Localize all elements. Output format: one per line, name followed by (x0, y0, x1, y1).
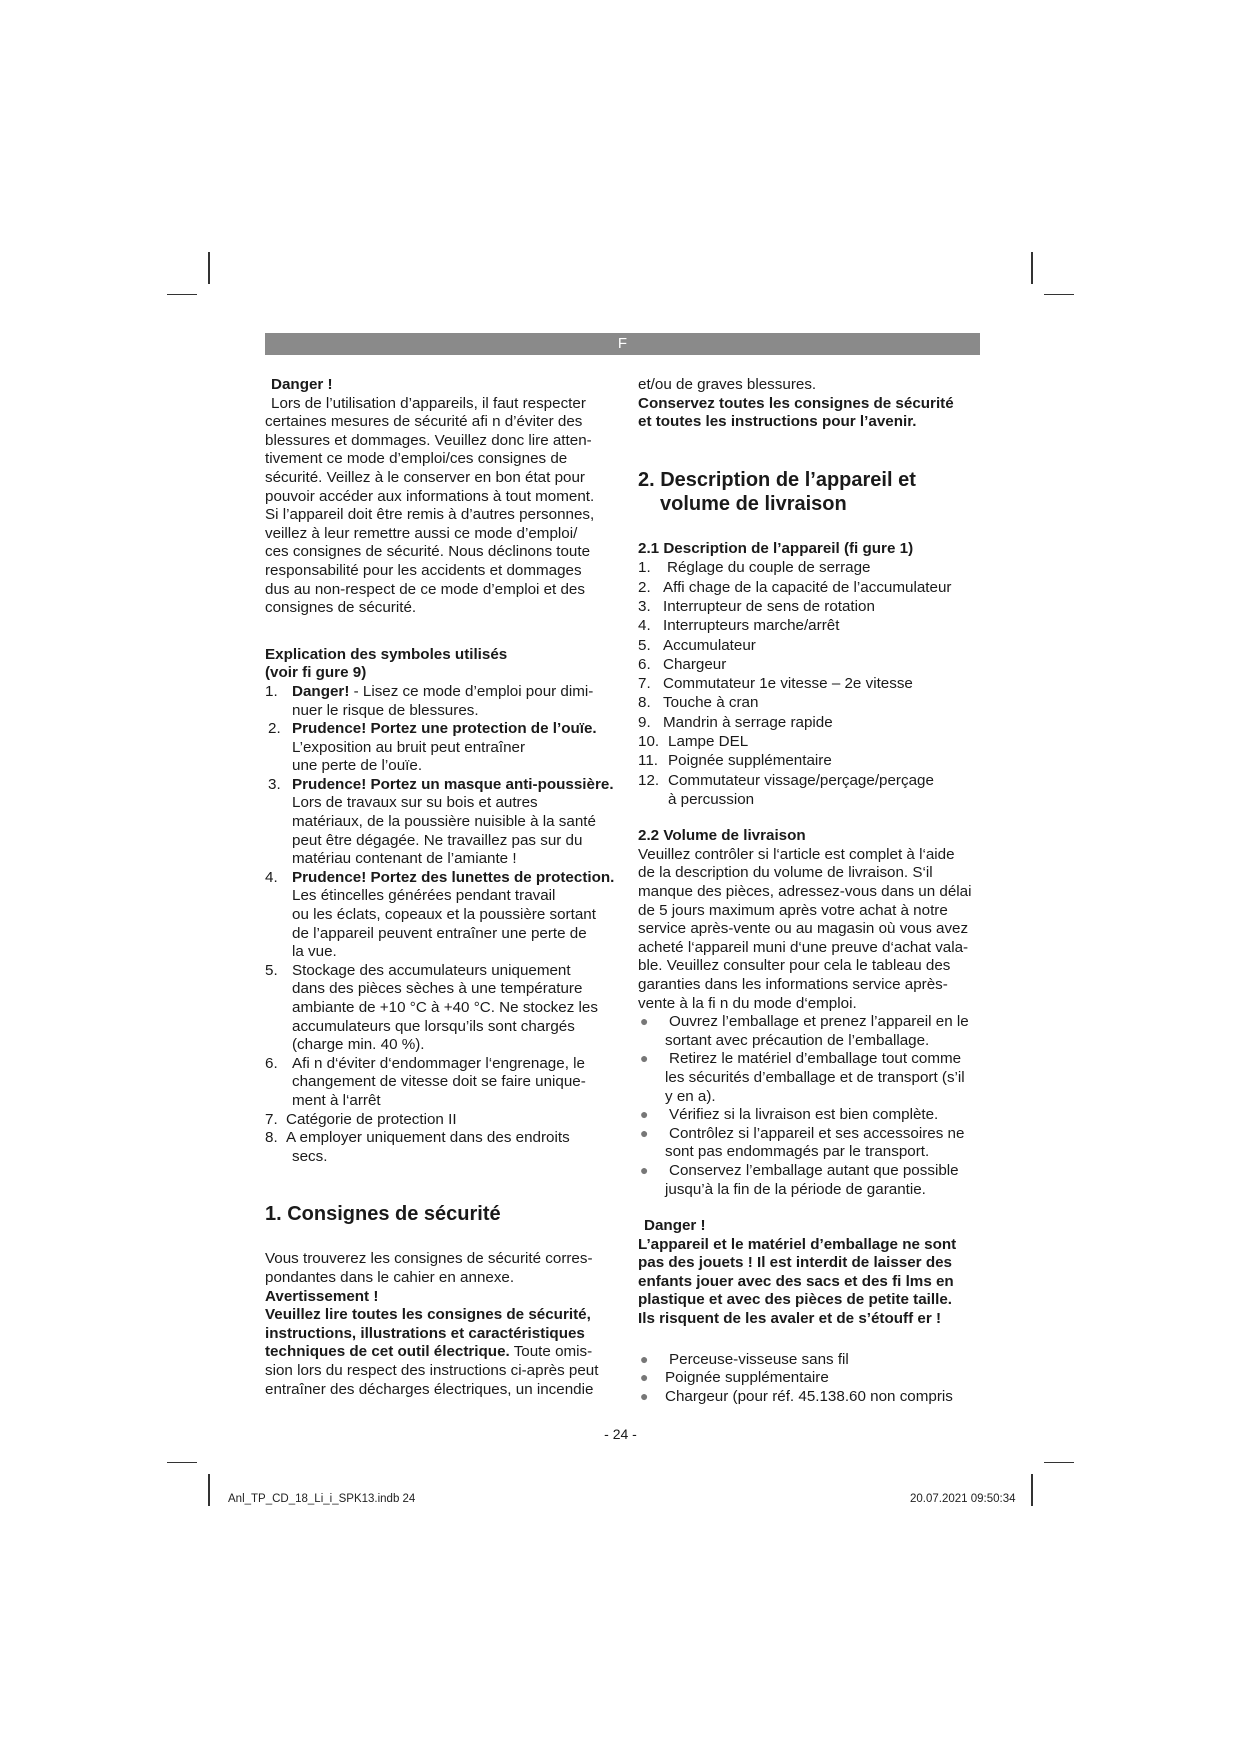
danger-label: Danger ! (644, 1217, 706, 1235)
item-bold: Prudence! Portez une protection de l’ouïe. (292, 720, 597, 738)
item-number: 1. (638, 559, 651, 577)
item-text: accumulateurs que lorsqu’ils sont chargés (292, 1017, 575, 1035)
text-line: entraîner des décharges électriques, un incendie (265, 1380, 594, 1398)
item-text: - Lisez ce mode d’emploi pour dimi- (349, 682, 594, 700)
text-line (265, 1343, 617, 1362)
text-line: pas des jouets ! Il est interdit de laisser des (638, 1254, 952, 1272)
item-text: Interrupteurs marche/arrêt (663, 617, 840, 635)
list-item (638, 578, 983, 597)
bullet-icon: ● (640, 1013, 649, 1030)
item-text: Affi chage de la capacité de l’accumulateur (663, 578, 952, 596)
item-number: 2. (638, 578, 651, 596)
warning-label: Avertissement ! (265, 1287, 379, 1305)
list-item (638, 1369, 983, 1388)
item-text: secs. (292, 1147, 328, 1165)
item-text: Poignée supplémentaire (668, 752, 832, 770)
item-number: 5. (638, 636, 651, 654)
item-number: 1. (265, 682, 278, 700)
danger-paragraph (638, 1236, 983, 1329)
item-text: Perceuse-visseuse sans fil (669, 1350, 849, 1368)
item-text: une perte de l’ouïe. (292, 757, 423, 775)
text-line: Vous trouverez les consignes de sécurité corres- (265, 1250, 593, 1268)
text-line: ble. Veuillez consulter pour cela le tableau des (638, 957, 951, 975)
item-text: Retirez le matériel d’emballage tout comme (669, 1050, 962, 1068)
delivery-bullets (638, 1013, 983, 1199)
item-text: Chargeur (663, 655, 727, 673)
item-number: 5. (265, 961, 278, 979)
item-text: Poignée supplémentaire (665, 1369, 829, 1387)
item-number: 4. (265, 868, 278, 886)
list-item (638, 616, 983, 635)
item-bold: Prudence! Portez un masque anti-poussière. (292, 775, 614, 793)
crop-mark (167, 294, 197, 295)
text-line: de 5 jours maximum après votre achat à notre (638, 901, 948, 919)
list-item (638, 1013, 983, 1050)
file-name: Anl_TP_CD_18_Li_i_SPK13.indb 24 (228, 1493, 416, 1505)
text-line: certaines mesures de sécurité afi n d’éviter des (265, 413, 583, 431)
item-text: ment à l‘arrêt (292, 1091, 381, 1109)
item-text: peut être dégagée. Ne travaillez pas sur du (292, 831, 583, 849)
text-line: pouvoir accéder aux informations à tout moment. (265, 487, 595, 505)
item-number: 6. (265, 1054, 278, 1072)
item-text: les sécurités d’emballage et de transport (s’il (665, 1068, 965, 1086)
item-text: Contrôlez si l’appareil et ses accessoires ne (669, 1124, 965, 1142)
list-item (638, 636, 983, 655)
text-line: L’appareil et le matériel d’emballage ne sont (638, 1235, 957, 1253)
text-line: pondantes dans le cahier en annexe. (265, 1268, 515, 1286)
item-number: 7. (638, 675, 651, 693)
item-bold: Prudence! Portez des lunettes de protection. (292, 868, 615, 886)
item-text: Interrupteur de sens de rotation (663, 597, 875, 615)
list-item (638, 732, 983, 751)
crop-mark (1031, 1474, 1033, 1506)
bullet-icon: ● (640, 1050, 649, 1067)
text-line: plastique et avec des pièces de petite taille. (638, 1291, 953, 1309)
list-item (638, 1351, 983, 1370)
text-line: responsabilité pour les accidents et dommages (265, 561, 582, 579)
list-item (638, 1125, 983, 1162)
item-text: Les étincelles générées pendant travail (292, 887, 556, 905)
text-line: Veuillez contrôler si l‘article est complet à l‘aide (638, 845, 955, 863)
danger-label: Danger ! (271, 376, 333, 393)
plain-text: Toute omis- (509, 1343, 593, 1361)
text-line: Veuillez lire toutes les consignes de sécurité, (265, 1306, 591, 1324)
heading-line: volume de livraison (660, 492, 847, 515)
subsection-title: 2.2 Volume de livraison (638, 827, 806, 845)
item-text: Conservez l’emballage autant que possible (669, 1161, 959, 1179)
section-title (638, 468, 983, 516)
list-item (638, 597, 983, 616)
language-header-band (265, 333, 980, 355)
list-item (638, 713, 983, 732)
list-item (265, 869, 617, 962)
item-text: de l’appareil peuvent entraîner une perte de (292, 924, 587, 942)
item-text: ambiante de +10 °C à +40 °C. Ne stockez les (292, 999, 598, 1016)
text-line: sion lors du respect des instructions ci-après peut (265, 1361, 599, 1379)
danger-paragraph (265, 395, 617, 618)
text-line: de la description du volume de livraison. S‘il (638, 864, 933, 882)
item-text: y en a). (665, 1087, 716, 1105)
list-item (265, 962, 617, 1055)
crop-mark (167, 1462, 197, 1463)
item-text: L’exposition au bruit peut entraîner (292, 738, 526, 756)
item-text: Stockage des accumulateurs uniquement (292, 961, 571, 979)
item-number: 12. (638, 771, 660, 789)
text-line: Conservez toutes les consignes de sécurité (638, 394, 954, 412)
list-item (638, 1388, 983, 1407)
list-item (638, 1106, 983, 1125)
item-text: jusqu’à la fin de la période de garantie. (665, 1180, 926, 1198)
crop-mark (1044, 294, 1074, 295)
item-text: Mandrin à serrage rapide (663, 713, 833, 731)
bullet-icon: ● (640, 1350, 649, 1367)
item-text: Lampe DEL (668, 733, 749, 751)
bullet-icon: ● (640, 1387, 649, 1404)
list-item (638, 751, 983, 770)
bold-text: techniques de cet outil électrique. (265, 1343, 510, 1361)
item-text: Lors de travaux sur su bois et autres (292, 794, 538, 812)
list-item (265, 683, 617, 720)
list-item (638, 1162, 983, 1199)
item-number: 10. (638, 733, 660, 751)
list-item (265, 1111, 617, 1130)
item-number: 6. (638, 655, 651, 673)
text-line: acheté l‘appareil muni d‘une preuve d‘achat vala- (638, 938, 969, 956)
text-line: Si l’appareil doit être remis à d’autres personnes, (265, 506, 595, 524)
item-text: changement de vitesse doit se faire unique- (292, 1073, 586, 1091)
bullet-icon: ● (640, 1161, 649, 1178)
item-number: 2. (268, 720, 281, 738)
section-title: 1. Consignes de sécurité (265, 1203, 501, 1226)
text-line: enfants jouer avec des sacs et des fi lms en (638, 1272, 954, 1290)
item-number: 11. (638, 752, 658, 770)
item-text: Chargeur (pour réf. 45.138.60 non compris (665, 1387, 953, 1405)
bullet-icon: ● (640, 1106, 649, 1123)
item-text: Vérifiez si la livraison est bien complète. (669, 1106, 939, 1124)
heading-line: (voir fi gure 9) (265, 664, 367, 682)
text-line: vente à la fi n du mode d‘emploi. (638, 994, 857, 1012)
list-item (265, 1055, 617, 1111)
list-item (638, 558, 983, 577)
item-text: sortant avec précaution de l’emballage. (665, 1031, 930, 1049)
item-text: matériaux, de la poussière nuisible à la santé (292, 813, 596, 831)
crop-mark (1031, 252, 1033, 284)
heading-line: 2. Description de l’appareil et (638, 468, 916, 491)
item-text: nuer le risque de blessures. (292, 701, 479, 719)
item-text: Afi n d‘éviter d‘endommager l‘engrenage, le (292, 1054, 585, 1072)
item-text: Réglage du couple de serrage (667, 559, 871, 577)
left-column (265, 376, 617, 1399)
crop-mark (208, 252, 210, 284)
item-number: 3. (268, 775, 281, 793)
crop-mark (208, 1474, 210, 1506)
text-line: ces consignes de sécurité. Nous déclinons toute (265, 543, 591, 561)
text-line: service après-vente ou au magasin où vous avez (638, 920, 969, 938)
item-text: la vue. (292, 943, 337, 961)
list-item (638, 771, 983, 810)
symbols-heading (265, 646, 617, 683)
list-item (638, 1050, 983, 1106)
item-text: Touche à cran (663, 694, 759, 712)
crop-mark (1044, 1462, 1074, 1463)
item-text: A employer uniquement dans des endroits (286, 1129, 570, 1147)
text-line: dus au non-respect de ce mode d’emploi et des (265, 580, 585, 598)
item-text: dans des pièces sèches à une température (292, 980, 583, 998)
item-text: Ouvrez l’emballage et prenez l’appareil en le (669, 1013, 969, 1031)
text-line: garanties dans les informations service après- (638, 975, 948, 993)
delivery-paragraph (638, 846, 983, 1013)
list-item (638, 655, 983, 674)
item-number: 8. (265, 1129, 278, 1147)
item-text: matériau contenant de l’amiante ! (292, 850, 517, 868)
text-line: Ils risquent de les avaler et de s’étouff er ! (638, 1310, 942, 1328)
text-line: tivement ce mode d’emploi/ces consignes de (265, 450, 568, 468)
item-text: ou les éclats, copeaux et la poussière sortant (292, 906, 596, 924)
text-line: blessures et dommages. Veuillez donc lire atten- (265, 431, 592, 449)
item-number: 9. (638, 713, 651, 731)
text-line: veillez à leur remettre aussi ce mode d’emploi/ (265, 524, 578, 542)
item-text: sont pas endommagés par le transport. (665, 1143, 930, 1161)
text-line: sécurité. Veillez à le conserver en bon état pour (265, 468, 585, 486)
symbols-list (265, 683, 617, 1166)
bullet-icon: ● (640, 1124, 649, 1141)
right-column (638, 376, 983, 1406)
list-item (265, 1129, 617, 1166)
item-text: Commutateur vissage/perçage/perçage à percussion (668, 771, 934, 808)
text-line: consignes de sécurité. (265, 599, 417, 617)
text-line: et toutes les instructions pour l’avenir. (638, 413, 917, 431)
list-item (268, 720, 617, 776)
text-line: et/ou de graves blessures. (638, 376, 817, 393)
list-item (638, 693, 983, 712)
bullet-icon: ● (640, 1369, 649, 1386)
list-item (638, 674, 983, 693)
item-text: Catégorie de protection II (286, 1110, 457, 1128)
print-timestamp: 20.07.2021 09:50:34 (910, 1493, 1016, 1505)
item-bold: Danger! (292, 682, 350, 700)
item-number: 4. (638, 617, 651, 635)
section-letter: F (617, 335, 628, 352)
list-item (268, 776, 617, 869)
item-number: 3. (638, 597, 651, 615)
contents-bullets (638, 1351, 983, 1407)
text-line: Lors de l’utilisation d’appareils, il faut respecter (271, 394, 586, 412)
item-number: 7. (265, 1110, 278, 1128)
heading-line: Explication des symboles utilisés (265, 645, 508, 663)
subsection-title: 2.1 Description de l’appareil (fi gure 1) (638, 539, 914, 557)
item-number: 8. (638, 694, 651, 712)
item-text: Accumulateur (663, 636, 756, 654)
text-line: instructions, illustrations et caractéristiques (265, 1324, 585, 1342)
item-text: Commutateur 1e vitesse – 2e vitesse (663, 675, 913, 693)
parts-list (638, 558, 983, 809)
item-text: (charge min. 40 %). (292, 1036, 425, 1054)
page-number: - 24 - (604, 1426, 637, 1442)
text-line: manque des pièces, adressez-vous dans un délai (638, 883, 972, 901)
